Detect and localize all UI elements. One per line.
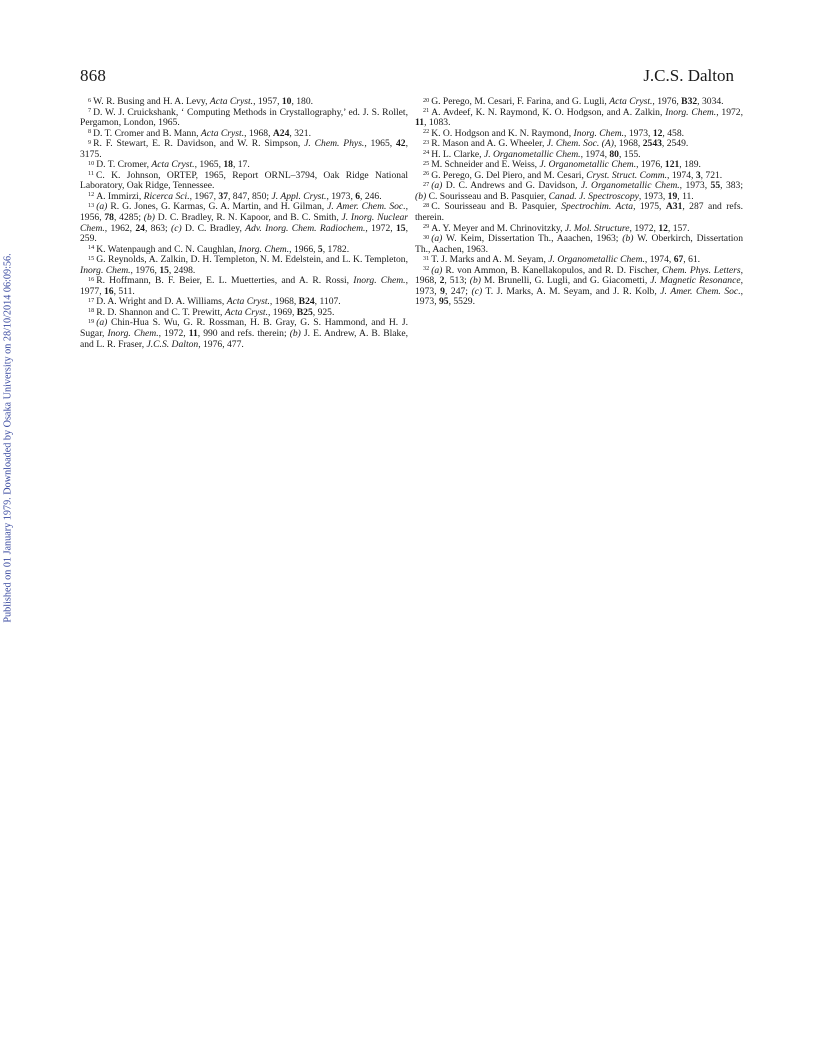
reference-number: 31 [423,254,430,262]
reference-text: R. Mason and A. G. Wheeler, J. Chem. Soc. (A), 1968, 2543, 2549. [431,138,689,150]
reference-number: 17 [88,296,95,304]
reference-number: 7 [88,107,92,115]
reference-number: 26 [423,170,430,178]
reference-text: W. R. Busing and H. A. Levy, Acta Cryst., 1957, 10, 180. [93,96,314,107]
reference-entry [80,202,408,244]
reference-entry [415,181,743,202]
reference-text: D. W. J. Cruickshank, ‘ Computing Methods in Crystallography,’ ed. J. S. Rollet, Pergamon, London, 1965. [80,106,408,129]
reference-text: H. L. Clarke, J. Organometallic Chem., 1974, 80, 155. [431,148,641,160]
reference-number: 21 [423,107,430,115]
reference-text: D. T. Cromer, Acta Cryst., 1965, 18, 17. [96,159,250,171]
reference-text: D. T. Cromer and B. Mann, Acta Cryst., 1968, A24, 321. [93,127,311,139]
reference-number: 32 [423,265,430,273]
references-left-column [80,97,408,350]
reference-text: C. K. Johnson, ORTEP, 1965, Report ORNL–3794, Oak Ridge National Laboratory, Oak Ridge, Tennessee. [80,169,408,192]
reference-entry [80,139,408,160]
reference-number: 27 [423,180,430,188]
reference-number: 20 [423,96,430,104]
reference-number: 25 [423,159,430,167]
reference-number: 18 [88,307,95,315]
reference-entry [80,276,408,297]
reference-text: (a) Chin-Hua S. Wu, G. R. Rossman, H. B. Gray, G. S. Hammond, and H. J. Sugar, Inorg. Chem., 1972, 11, 990 and refs. therein; (b) J. E. Andrew, A. B. Blake, and L. R. Fraser, J.C.S. Dalton, 1976, 477. [80,317,409,350]
reference-entry [415,202,743,223]
reference-text: K. Watenpaugh and C. N. Caughlan, Inorg. Chem., 1966, 5, 1782. [96,243,350,255]
reference-number: 30 [423,233,430,241]
reference-entry [415,234,743,255]
reference-number: 9 [88,138,92,146]
reference-text: A. Avdeef, K. N. Raymond, K. O. Hodgson, and A. Zalkin, Inorg. Chem., 1972, 11, 1083. [415,106,744,129]
reference-number: 28 [423,201,430,209]
reference-number: 8 [88,128,92,136]
reference-number: 13 [88,201,95,209]
reference-number: 12 [88,191,95,199]
download-watermark-text: Published on 01 January 1979. Downloaded by Osaka University on 28/10/2014 06:09:56. [2,253,14,623]
reference-entry [415,266,743,308]
references-right-column [415,97,743,308]
reference-text: D. A. Wright and D. A. Williams, Acta Cryst., 1968, B24, 1107. [96,296,341,308]
reference-text: (a) D. C. Andrews and G. Davidson, J. Organometallic Chem., 1973, 55, 383; (b) C. Sourisseau and B. Pasquier, Canad. J. Spectroscopy, 1973, 19, 11. [415,180,743,202]
reference-entry [80,255,408,276]
reference-entry [80,171,408,192]
reference-text: (a) R. von Ammon, B. Kanellakopulos, and R. D. Fischer, Chem. Phys. Letters, 1968, 2, 513; (b) M. Brunelli, G. Lugli, and G. Giacometti, J. Magnetic Resonance, 1973, 9, 247; (c) T. J. Marks, A. M. Seyam, and J. R. Kolb, J. Amer. Chem. Soc., 1973, 95, 5529. [415,264,743,308]
reference-text: (a) W. Keim, Dissertation Th., Aaachen, 1963; (b) W. Oberkirch, Dissertation Th., Aachen, 1963. [415,233,743,255]
reference-text: A. Y. Meyer and M. Chrinovitzky, J. Mol. Structure, 1972, 12, 157. [431,222,690,234]
reference-text: A. Immirzi, Ricerca Sci., 1967, 37, 847, 850; J. Appl. Cryst., 1973, 6, 246. [96,190,382,202]
reference-number: 23 [423,138,430,146]
reference-text: G. Reynolds, A. Zalkin, D. H. Templeton, N. M. Edelstein, and L. K. Templeton, Inorg. Chem., 1976, 15, 2498. [80,254,408,276]
reference-number: 29 [423,223,430,231]
reference-text: K. O. Hodgson and K. N. Raymond, Inorg. Chem., 1973, 12, 458. [431,127,685,139]
reference-text: C. Sourisseau and B. Pasquier, Spectrochim. Acta, 1975, A31, 287 and refs. therein. [415,201,743,224]
download-watermark [1,238,15,638]
reference-text: R. F. Stewart, E. R. Davidson, and W. R. Simpson, J. Chem. Phys., 1965, 42, 3175. [80,138,408,160]
reference-number: 22 [423,128,430,136]
running-head-journal: J.C.S. Dalton [643,66,734,85]
reference-text: G. Perego, M. Cesari, F. Farina, and G. Lugli, Acta Cryst., 1976, B32, 3034. [431,96,724,107]
reference-text: G. Perego, G. Del Piero, and M. Cesari, Cryst. Struct. Comm., 1974, 3, 721. [431,169,723,181]
reference-number: 24 [423,149,430,157]
reference-number: 11 [88,170,94,178]
reference-number: 16 [88,275,95,283]
reference-text: R. Hoffmann, B. F. Beier, E. L. Muetterties, and A. R. Rossi, Inorg. Chem., 1977, 16, 511. [80,275,408,297]
reference-text: T. J. Marks and A. M. Seyam, J. Organometallic Chem., 1974, 67, 61. [431,254,701,266]
reference-number: 6 [88,96,92,104]
page-number: 868 [80,66,107,85]
reference-number: 10 [88,159,95,167]
reference-text: (a) R. G. Jones, G. Karmas, G. A. Martin, and H. Gilman, J. Amer. Chem. Soc., 1956, 78, 4285; (b) D. C. Bradley, R. N. Kapoor, and B. C. Smith, J. Inorg. Nuclear Chem., 1962, 24, 863; (c) D. C. Bradley, Adv. Inorg. Chem. Radiochem., 1972, 15, 259. [80,201,408,245]
reference-number: 15 [88,254,95,262]
reference-entry [415,108,743,129]
reference-entry [80,318,408,350]
reference-number: 14 [88,244,95,252]
reference-text: M. Schneider and E. Weiss, J. Organometallic Chem., 1976, 121, 189. [431,159,701,171]
reference-text: R. D. Shannon and C. T. Prewitt, Acta Cryst., 1969, B25, 925. [96,306,335,318]
reference-number: 19 [88,317,95,325]
reference-entry [80,108,408,129]
